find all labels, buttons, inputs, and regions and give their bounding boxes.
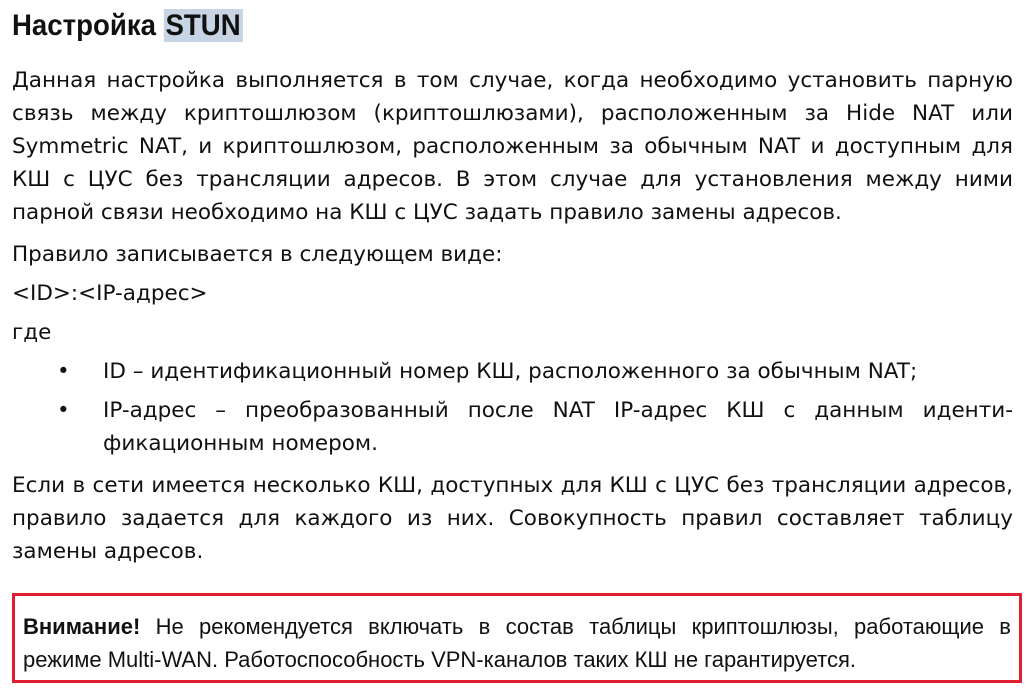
warning-box (12, 593, 1022, 683)
where-word: где (12, 320, 52, 345)
list-item-text: IP-адрес – преобразованный после NAT IP-адрес КШ с данным идентификационным номером. (103, 398, 1013, 456)
title-highlight: STUN (165, 9, 241, 42)
title-prefix: Настройка (12, 9, 164, 42)
list-item (12, 355, 1013, 388)
bullet-icon: • (57, 398, 70, 423)
page-title (12, 4, 933, 48)
rule-format: <ID>:<IP-адрес> (12, 281, 208, 306)
warning-text: Не рекомендуется включать в состав таблицы криптошлюзы, работающие в режиме Multi-WAN. Работоспособность VPN-каналов таких КШ не гарантируется. (23, 614, 1011, 672)
definition-list (12, 355, 1013, 460)
multi-paragraph: Если в сети имеется несколько КШ, доступных для КШ с ЦУС без трансляции адресов, правило задается для каждого из них. Совокупность правил составляет таблицу замены адресов. (12, 473, 1013, 564)
bullet-icon: • (57, 359, 70, 384)
document-page (12, 0, 1013, 672)
list-item-text: ID – идентификационный номер КШ, расположенного за обычным NAT; (103, 359, 918, 384)
intro-paragraph: Данная настройка выполняется в том случае, когда необходимо установить парную связь между криптошлюзом (криптошлюзами), расположенным за Hide NAT или Symmetric NAT, и криптошлюзом, расположенным за обычным NAT и доступным для КШ с ЦУС без трансляции адресов. В этом случае для установления между ними парной связи необходимо на КШ с ЦУС задать правило замены адресов. (12, 68, 1013, 225)
list-item (12, 394, 1013, 460)
rule-intro-paragraph: Правило записывается в следующем виде: (12, 242, 503, 267)
warning-label: Внимание! (23, 614, 141, 639)
